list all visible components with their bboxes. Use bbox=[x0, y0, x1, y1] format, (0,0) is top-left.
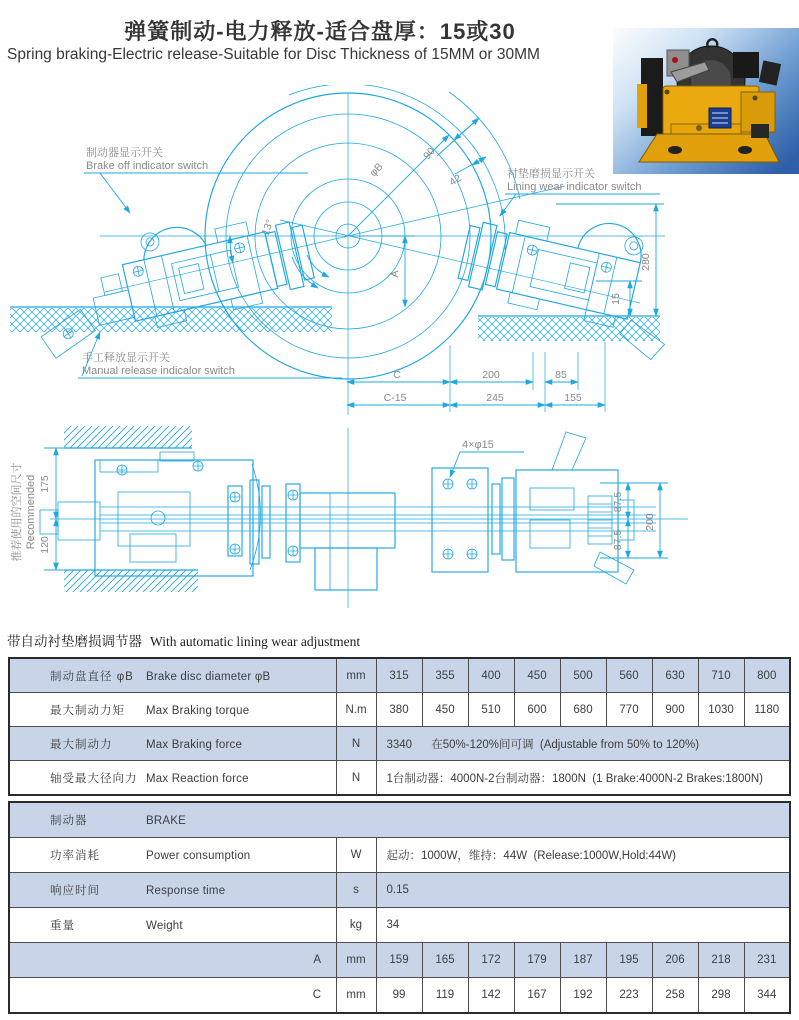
cell-value: 167 bbox=[514, 978, 560, 1014]
dim-155: 155 bbox=[564, 392, 582, 404]
recommended-space-label-zh: 推荐使用的空间尺寸 bbox=[11, 462, 23, 562]
cell-value: 770 bbox=[606, 693, 652, 727]
row-label: 最大制动力矩 Max Braking torque bbox=[9, 693, 336, 727]
cell-value: 172 bbox=[468, 943, 514, 978]
dim-42: 42 bbox=[447, 172, 464, 189]
row-label: 重量 Weight bbox=[9, 908, 336, 943]
dim-87-upper: 87.5 bbox=[612, 491, 624, 513]
cell-value: 218 bbox=[698, 943, 744, 978]
cell-value: 179 bbox=[514, 943, 560, 978]
page-subtitle: Spring braking-Electric release-Suitable for Disc Thickness of 15MM or 30MM bbox=[7, 46, 540, 63]
dim-200: 200 bbox=[482, 369, 500, 381]
cell-value: 192 bbox=[560, 978, 606, 1014]
section-note bbox=[7, 630, 360, 650]
table-row bbox=[9, 802, 790, 838]
dim-245: 245 bbox=[486, 392, 504, 404]
cell-value: 630 bbox=[652, 658, 698, 693]
cell-value: 231 bbox=[744, 943, 790, 978]
cell-value: 159 bbox=[376, 943, 422, 978]
row-label: 功率消耗 Power consumption bbox=[9, 838, 336, 873]
row-label: A bbox=[9, 943, 336, 978]
cell-value: 1180 bbox=[744, 693, 790, 727]
section-note-zh: 带自动衬垫磨损调节器 bbox=[7, 634, 142, 649]
row-unit: s bbox=[336, 873, 376, 908]
dim-175: 175 bbox=[39, 475, 51, 493]
cell-value: 380 bbox=[376, 693, 422, 727]
dim-A: A bbox=[389, 270, 401, 278]
brake-off-label-en: Brake off indicator switch bbox=[86, 160, 209, 172]
dim-angle: 13° bbox=[259, 217, 277, 238]
bolt-holes-label: 4×φ15 bbox=[462, 439, 494, 451]
row-unit: mm bbox=[336, 978, 376, 1014]
page-title: 弹簧制动-电力释放-适合盘厚：15或30 bbox=[124, 19, 516, 44]
cell-value: 600 bbox=[514, 693, 560, 727]
cell-value: 450 bbox=[514, 658, 560, 693]
row-unit: mm bbox=[336, 658, 376, 693]
table-row bbox=[9, 978, 790, 1014]
spec-table-1 bbox=[8, 657, 791, 796]
spec-table-2 bbox=[8, 801, 791, 1014]
technical-drawing bbox=[0, 85, 799, 630]
cell-value: 680 bbox=[560, 693, 606, 727]
table-row bbox=[9, 727, 790, 761]
row-unit: mm bbox=[336, 943, 376, 978]
cell-value: 710 bbox=[698, 658, 744, 693]
row-label: 最大制动力 Max Braking force bbox=[9, 727, 336, 761]
cell-value: 258 bbox=[652, 978, 698, 1014]
cell-merged: 0.15 bbox=[376, 873, 790, 908]
cell-value: 142 bbox=[468, 978, 514, 1014]
dim-15: 15 bbox=[610, 293, 622, 305]
cell-value: 206 bbox=[652, 943, 698, 978]
table-row bbox=[9, 873, 790, 908]
manual-release-label-zh: 手工释放显示开关 bbox=[82, 352, 170, 364]
dim-200-plan: 200 bbox=[644, 513, 656, 531]
dim-87-lower: 87.5 bbox=[612, 529, 624, 551]
cell-value: 450 bbox=[422, 693, 468, 727]
right-caliper-plan-drawing bbox=[432, 432, 634, 584]
table-row bbox=[9, 693, 790, 727]
row-label: 轴受最大径向力 Max Reaction force bbox=[9, 761, 336, 796]
cell-merged: 34 bbox=[376, 908, 790, 943]
cell-value: 119 bbox=[422, 978, 468, 1014]
row-label: 制动盘直径 φB Brake disc diameter φB bbox=[9, 658, 336, 693]
cell-value: 187 bbox=[560, 943, 606, 978]
dim-90: 90 bbox=[421, 145, 438, 162]
cell-value: 195 bbox=[606, 943, 652, 978]
table-row bbox=[9, 658, 790, 693]
cell-value: 800 bbox=[744, 658, 790, 693]
cell-value: 900 bbox=[652, 693, 698, 727]
dim-phiB: φB bbox=[367, 160, 386, 180]
dim-C: C bbox=[393, 369, 401, 381]
lining-wear-label-zh: 衬垫磨损显示开关 bbox=[507, 168, 595, 180]
cell-value: 355 bbox=[422, 658, 468, 693]
section-note-en: With automatic lining wear adjustment bbox=[150, 634, 361, 649]
table-row bbox=[9, 761, 790, 796]
brake-section-header: 制动器 BRAKE bbox=[9, 802, 790, 838]
row-label: C bbox=[9, 978, 336, 1014]
row-unit: N bbox=[336, 727, 376, 761]
table-row bbox=[9, 943, 790, 978]
left-caliper-plan-drawing bbox=[40, 452, 300, 576]
cell-value: 344 bbox=[744, 978, 790, 1014]
brake-off-label-zh: 制动器显示开关 bbox=[86, 147, 163, 159]
cell-value: 400 bbox=[468, 658, 514, 693]
row-label: 响应时间 Response time bbox=[9, 873, 336, 908]
table-row bbox=[9, 908, 790, 943]
row-unit: kg bbox=[336, 908, 376, 943]
cell-merged: 3340 在50%-120%间可调 (Adjustable from 50% to 120%) bbox=[376, 727, 790, 761]
dim-85: 85 bbox=[555, 369, 567, 381]
cell-merged: 起动：1000W，维持：44W (Release:1000W,Hold:44W) bbox=[376, 838, 790, 873]
dim-280: 280 bbox=[640, 253, 652, 271]
dim-C15: C-15 bbox=[383, 392, 407, 404]
row-unit: N bbox=[336, 761, 376, 796]
cell-value: 510 bbox=[468, 693, 514, 727]
cell-merged: 1台制动器：4000N-2台制动器：1800N (1 Brake:4000N-2 Brakes:1800N) bbox=[376, 761, 790, 796]
cell-value: 1030 bbox=[698, 693, 744, 727]
lining-wear-label-en: Lining wear indicator switch bbox=[507, 181, 642, 193]
cell-value: 298 bbox=[698, 978, 744, 1014]
row-unit: W bbox=[336, 838, 376, 873]
cell-value: 99 bbox=[376, 978, 422, 1014]
table-row bbox=[9, 838, 790, 873]
cell-value: 165 bbox=[422, 943, 468, 978]
dim-120: 120 bbox=[39, 536, 51, 554]
cell-value: 315 bbox=[376, 658, 422, 693]
cell-value: 560 bbox=[606, 658, 652, 693]
manual-release-label-en: Manual release indicalor switch bbox=[82, 365, 235, 377]
cell-value: 500 bbox=[560, 658, 606, 693]
cell-value: 223 bbox=[606, 978, 652, 1014]
recommended-space-label-en: Recommended bbox=[25, 474, 37, 550]
row-unit: N.m bbox=[336, 693, 376, 727]
